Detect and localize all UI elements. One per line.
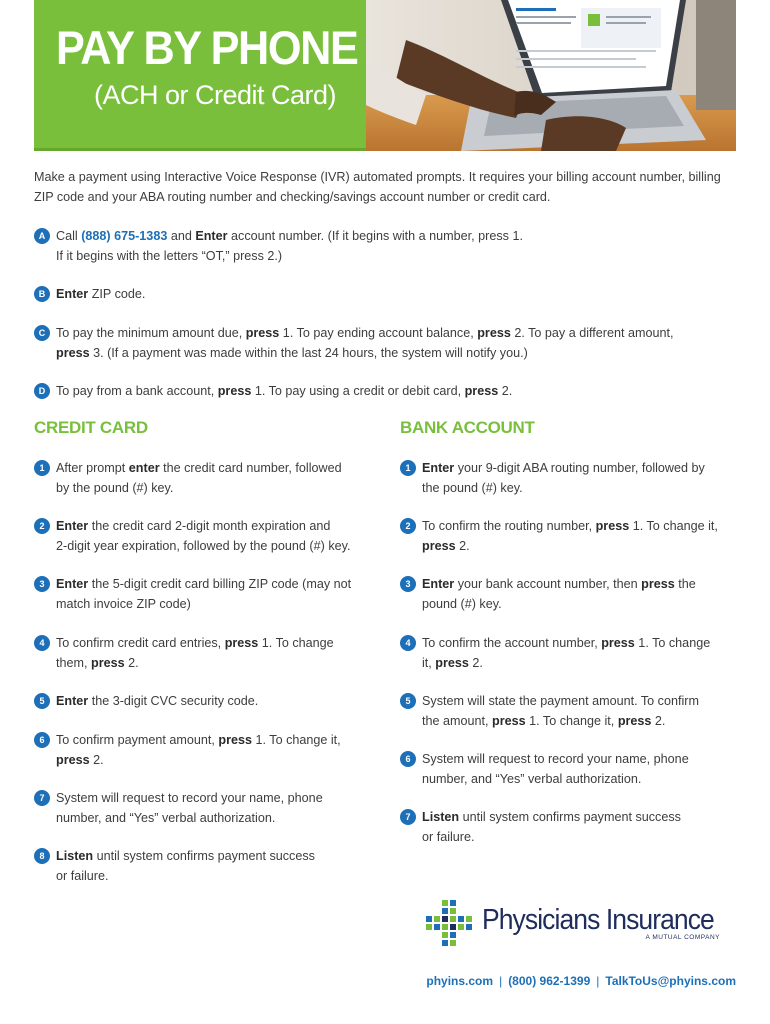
bold-span: Enter <box>422 577 455 591</box>
text-span: To pay from a bank account, <box>56 384 218 398</box>
credit-card-step-4 <box>34 634 384 673</box>
step-text <box>56 692 384 712</box>
text-span: 1. To change it, <box>629 519 718 533</box>
credit-card-step-8 <box>34 847 384 886</box>
text-span: 2. <box>455 538 470 553</box>
text-span: it, <box>422 655 436 670</box>
bold-span: Listen <box>422 810 460 824</box>
step-text <box>56 731 384 770</box>
text-span: 2. <box>468 655 483 670</box>
text-span: or failure. <box>56 868 109 883</box>
text-span: 3. (If a payment was made within the last 24 hours, the system will notify you.) <box>89 345 528 360</box>
text-span: the 3-digit CVC security code. <box>88 694 259 708</box>
bank-account-heading: BANK ACCOUNT <box>400 418 535 437</box>
step-text <box>56 285 734 305</box>
step-text <box>56 324 736 363</box>
step-badge: C <box>34 325 50 341</box>
bold-span: press <box>217 384 252 398</box>
step-text <box>422 459 740 498</box>
step-badge: 5 <box>34 693 50 709</box>
text-span: 2-digit year expiration, followed by the pound (#) key. <box>56 538 351 553</box>
text-span: To confirm payment amount, <box>56 733 219 747</box>
text-span: pound (#) key. <box>422 596 502 611</box>
laptop-photo <box>366 0 736 151</box>
step-text <box>422 517 740 556</box>
text-span: the amount, <box>422 713 493 728</box>
step-badge: 4 <box>34 635 50 651</box>
text-span: System will request to record your name, phone <box>422 752 689 766</box>
text-span: 2. <box>89 752 104 767</box>
page-subtitle: (ACH or Credit Card) <box>94 80 337 110</box>
text-span: until system confirms payment success <box>459 810 681 824</box>
step-text <box>422 808 740 847</box>
step-text <box>56 227 734 266</box>
header-title-panel <box>34 0 366 151</box>
text-span: by the pound (#) key. <box>56 480 174 495</box>
bank-account-step-3 <box>400 575 740 614</box>
intro-paragraph: Make a payment using Interactive Voice Response (IVR) automated prompts. It requires your billing account number, billing ZIP code and your ABA routing number and checking/savings account number or credit card. <box>34 170 721 204</box>
step-badge: 1 <box>34 460 50 476</box>
text-span: and <box>167 229 196 243</box>
bold-span: Enter <box>56 519 89 533</box>
text-span: number, and “Yes” verbal authorization. <box>56 810 276 825</box>
bold-span: press <box>218 733 252 747</box>
bold-span: press <box>492 713 526 728</box>
text-span: 2. <box>651 713 666 728</box>
bold-span: press <box>464 384 499 398</box>
page-title: PAY BY PHONE <box>56 21 358 74</box>
bank-account-step-2 <box>400 517 740 556</box>
text-span: 2. <box>498 384 513 398</box>
step-text <box>56 847 384 886</box>
credit-card-step-7 <box>34 789 384 828</box>
step-text <box>422 575 740 614</box>
step-badge: B <box>34 286 50 302</box>
step-d <box>34 382 734 402</box>
step-text <box>422 634 740 673</box>
phone-number-link[interactable]: (888) 675-1383 <box>81 229 168 243</box>
step-c <box>34 324 736 363</box>
text-span: number, and “Yes” verbal authorization. <box>422 771 642 786</box>
bold-span: press <box>435 655 469 670</box>
bold-span: press <box>91 655 125 670</box>
step-badge: A <box>34 228 50 244</box>
step-badge: 2 <box>34 518 50 534</box>
step-badge: 3 <box>400 576 416 592</box>
footer-separator: | <box>596 974 600 988</box>
credit-card-step-3 <box>34 575 384 614</box>
credit-card-step-2 <box>34 517 384 556</box>
text-span: Call <box>56 229 82 243</box>
step-badge: D <box>34 383 50 399</box>
step-badge: 2 <box>400 518 416 534</box>
step-badge: 5 <box>400 693 416 709</box>
text-span: 2. <box>124 655 139 670</box>
text-span: match invoice ZIP code) <box>56 596 191 611</box>
bold-span: press <box>56 345 90 360</box>
step-text <box>56 459 384 498</box>
text-span: them, <box>56 655 91 670</box>
text-span: the <box>674 577 696 591</box>
step-text <box>422 692 740 731</box>
text-span: To confirm the account number, <box>422 636 602 650</box>
bold-span: press <box>477 326 511 340</box>
text-span: until system confirms payment success <box>93 849 315 863</box>
step-badge: 7 <box>34 790 50 806</box>
step-text <box>56 517 384 556</box>
bold-span: press <box>595 519 630 533</box>
physicians-insurance-logo <box>426 900 736 950</box>
text-span: ZIP code. <box>88 287 146 301</box>
text-span: 1. To change <box>258 636 334 650</box>
step-badge: 1 <box>400 460 416 476</box>
step-text <box>422 750 740 789</box>
step-a <box>34 227 734 266</box>
step-badge: 6 <box>400 751 416 767</box>
step-text <box>56 382 734 402</box>
bold-span: press <box>245 326 280 340</box>
text-span: your bank account number, then <box>454 577 642 591</box>
step-badge: 8 <box>34 848 50 864</box>
footer-email-link[interactable]: TalkToUs@phyins.com <box>605 974 736 988</box>
bold-span: press <box>224 636 259 650</box>
text-span: the 5-digit credit card billing ZIP code (may not <box>88 577 352 591</box>
bold-span: press <box>56 752 90 767</box>
text-span: System will state the payment amount. To confirm <box>422 694 699 708</box>
credit-card-step-6 <box>34 731 384 770</box>
text-span: To confirm the routing number, <box>422 519 596 533</box>
bold-span: Enter <box>56 577 89 591</box>
text-span: 1. To change it, <box>252 733 341 747</box>
text-span: 2. To pay a different amount, <box>510 326 674 340</box>
step-badge: 7 <box>400 809 416 825</box>
text-span: the credit card 2-digit month expiration and <box>88 519 331 533</box>
text-span: System will request to record your name, phone <box>56 791 323 805</box>
laptop-photo-illustration <box>366 0 736 151</box>
bold-span: press <box>422 538 456 553</box>
footer-separator: | <box>499 974 503 988</box>
bold-span: Enter <box>195 229 228 243</box>
bank-account-step-5 <box>400 692 740 731</box>
text-span: your 9-digit ABA routing number, followed by <box>454 461 705 475</box>
credit-card-step-5 <box>34 692 384 712</box>
bold-span: enter <box>128 461 160 475</box>
bold-span: press <box>617 713 652 728</box>
header-banner <box>34 0 736 151</box>
credit-card-step-1 <box>34 459 384 498</box>
bold-span: Enter <box>422 461 455 475</box>
bold-span: Enter <box>56 694 89 708</box>
footer-phone-link[interactable]: (800) 962-1399 <box>508 974 591 988</box>
logo-company-name: Physicians Insurance <box>482 904 714 936</box>
text-span: 1. To change it, <box>525 713 618 728</box>
step-text <box>56 575 384 614</box>
bank-account-step-7 <box>400 808 740 847</box>
footer-website-link[interactable]: phyins.com <box>426 974 494 988</box>
text-span: To confirm credit card entries, <box>56 636 225 650</box>
step-badge: 6 <box>34 732 50 748</box>
step-b <box>34 285 734 305</box>
footer-contact <box>426 974 736 988</box>
logo-tagline: A MUTUAL COMPANY <box>645 934 720 941</box>
credit-card-heading: CREDIT CARD <box>34 418 148 437</box>
text-span: 1. To pay using a credit or debit card, <box>251 384 465 398</box>
text-span: To pay the minimum amount due, <box>56 326 246 340</box>
step-text <box>56 634 384 673</box>
bank-account-step-6 <box>400 750 740 789</box>
text-span: After prompt <box>56 461 129 475</box>
bank-account-step-1 <box>400 459 740 498</box>
bold-span: press <box>601 636 635 650</box>
text-span: or failure. <box>422 829 475 844</box>
text-span: the pound (#) key. <box>422 480 523 495</box>
text-span: 1. To change <box>634 636 711 650</box>
bold-span: press <box>641 577 675 591</box>
bank-account-step-4 <box>400 634 740 673</box>
bold-span: Enter <box>56 287 89 301</box>
step-text <box>56 789 384 828</box>
cross-logo-icon <box>426 900 472 946</box>
text-span: the credit card number, followed <box>159 461 342 475</box>
step-badge: 3 <box>34 576 50 592</box>
text-span: account number. (If it begins with a number, press 1. <box>227 229 523 243</box>
text-span: 1. To pay ending account balance, <box>279 326 478 340</box>
step-badge: 4 <box>400 635 416 651</box>
text-span: If it begins with the letters “OT,” press 2.) <box>56 248 283 263</box>
bold-span: Listen <box>56 849 94 863</box>
